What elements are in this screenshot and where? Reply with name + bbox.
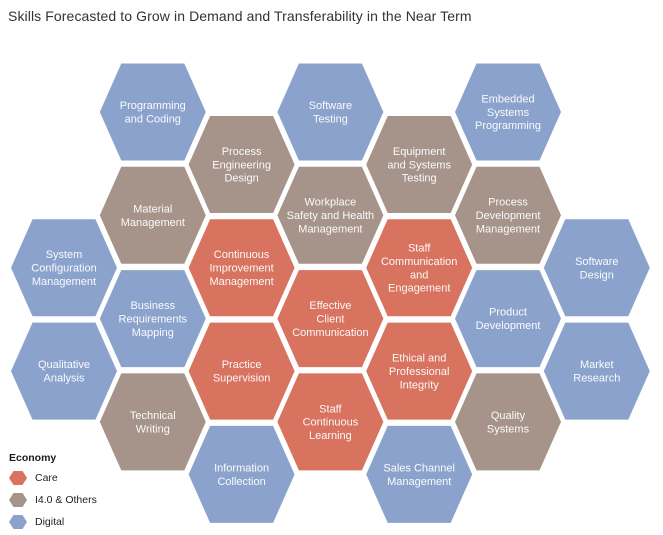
hexagon-label: Material Management [120,203,185,229]
hex-process-engineering-design [189,116,295,213]
hexagon-label: Information Collection [214,462,270,488]
hexagon-label: Staff Continuous Learning [302,403,359,443]
hexagon-label: Market Research [573,359,621,385]
hexagon-label: Process Engineering Design [212,145,271,185]
hexagon-label: Workplace Safety and Health Management [286,196,375,236]
hex-product-development [455,270,561,367]
hex-workplace-safety-and-health-management [277,167,383,264]
legend-item-digital [9,511,97,533]
hexagon-label: Continuous Improvement Management [209,249,274,288]
hexagon-label: Effective Client Communication [292,300,369,339]
hex-qualitative-analysis [11,323,117,420]
i4-others-hexagon-swatch [9,492,27,508]
legend-title: Economy [9,452,57,464]
hex-process-development-management [455,167,561,264]
hexagon-label: Staff Communication and Engagement [380,242,458,295]
legend-item-care [9,467,97,489]
hex-practice-supervision [189,323,295,420]
hex-business-requirements-mapping [100,270,206,367]
hex-continuous-improvement-management [189,219,295,316]
digital-hexagon-icon [9,515,27,529]
hexagon-label: Practice Supervision [212,359,271,385]
hexagon-label: Equipment and Systems Testing [387,145,451,185]
hex-sales-channel-management [366,426,472,523]
hexagon-label: Embedded Systems Programming [474,93,542,133]
hex-effective-client-communication [277,270,383,367]
legend-item-label-care: Care [35,472,58,484]
care-hexagon-icon [9,471,27,485]
care-hexagon-swatch [9,470,27,486]
hex-software-testing [277,64,383,161]
hex-ethical-and-professional-integrity [366,323,472,420]
hexagon-label: Technical Writing [129,410,176,436]
hex-staff-communication-and-engagement [366,219,472,316]
legend-item-label-digital: Digital [35,516,65,528]
hexagon-label: Business Requirements Mapping [118,300,188,339]
hex-quality-systems [455,373,561,470]
legend-item-i4-others [9,489,97,511]
hex-programming-and-coding [100,64,206,161]
hex-software-design [544,219,650,316]
hex-embedded-systems-programming [455,64,561,161]
hexagon-label: Product Development [475,306,541,333]
hexagon-label: Sales Channel Management [383,462,455,488]
hex-staff-continuous-learning [277,373,383,470]
hex-technical-writing [100,373,206,470]
hexagon-label: Software Testing [308,100,353,126]
hexagon-label: System Configuration Management [31,249,97,288]
hex-system-configuration-management [11,219,117,316]
hexagon-label: Process Development Management [475,196,541,236]
hexagon-label: Ethical and Professional Integrity [388,352,450,392]
hex-market-research [544,323,650,420]
hexagon-label: Qualitative Analysis [38,359,90,385]
hexagon-label: Quality Systems [486,410,530,436]
hexagon-label: Programming and Coding [119,100,186,126]
digital-hexagon-swatch [9,514,27,530]
legend [9,452,97,533]
chart-title: Skills Forecasted to Grow in Demand and Transferability in the Near Term [8,8,472,24]
hexagon-label: Software Design [575,255,619,282]
legend-item-label-i4-others: I4.0 & Others [35,494,97,506]
hex-material-management [100,167,206,264]
hex-equipment-and-systems-testing [366,116,472,213]
i4-others-hexagon-icon [9,493,27,507]
hex-information-collection [189,426,295,523]
